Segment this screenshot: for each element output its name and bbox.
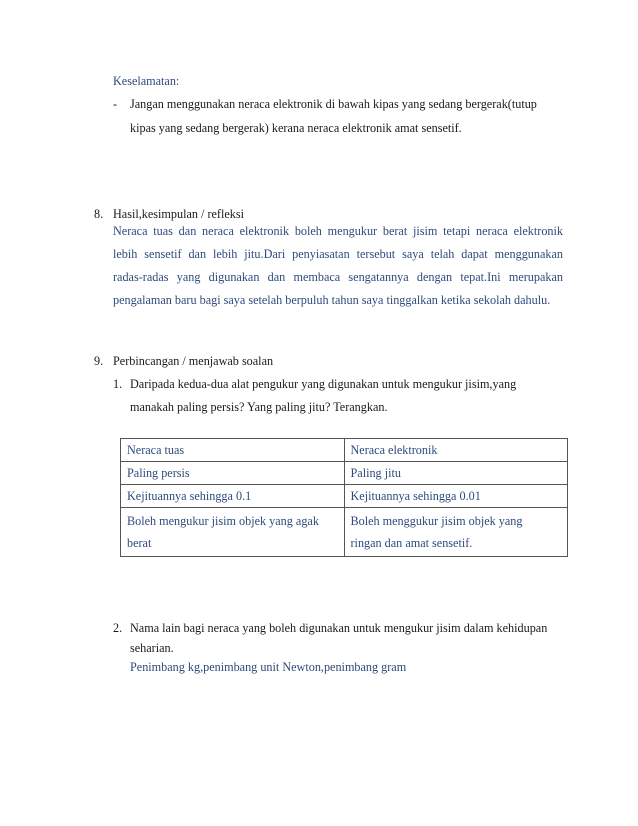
table-cell: Kejituannya sehingga 0.01 bbox=[344, 485, 568, 508]
safety-heading: Keselamatan: bbox=[113, 74, 180, 88]
table-cell-line: Boleh menggukur jisim objek yang bbox=[350, 514, 523, 528]
question-1-line-2: manakah paling persis? Yang paling jitu? Terangkan. bbox=[130, 400, 388, 414]
question-2-answer: Penimbang kg,penimbang unit Newton,penimbang gram bbox=[130, 660, 407, 674]
question-2-line-2: seharian. bbox=[130, 641, 174, 655]
table-row bbox=[121, 439, 568, 462]
table-cell bbox=[344, 508, 568, 557]
section-8-line-2: lebih sensetif dan lebih jitu.Dari penyiasatan tersebut saya telah dapat menggunakan bbox=[113, 247, 563, 261]
section-8-title: Hasil,kesimpulan / refleksi bbox=[113, 207, 244, 221]
table-cell: Paling jitu bbox=[344, 462, 568, 485]
table-row bbox=[121, 485, 568, 508]
table-cell: Neraca elektronik bbox=[344, 439, 568, 462]
table-cell-line: Boleh mengukur jisim objek yang agak bbox=[127, 514, 319, 528]
section-8-line-3: radas-radas yang digunakan dan membaca sengatannya dengan tepat.Ini merupakan bbox=[113, 270, 563, 284]
table-row bbox=[121, 462, 568, 485]
safety-line-1: Jangan menggunakan neraca elektronik di bawah kipas yang sedang bergerak(tutup bbox=[130, 97, 537, 111]
question-2-number: 2. bbox=[113, 621, 123, 635]
table-cell: Neraca tuas bbox=[121, 439, 345, 462]
section-8-line-4: pengalaman baru bagi saya setelah berpuluh tahun saya tinggalkan ketika sekolah dahulu. bbox=[113, 293, 551, 307]
safety-line-2: kipas yang sedang bergerak) kerana neraca elektronik amat sensetif. bbox=[130, 121, 462, 135]
section-8-number: 8. bbox=[94, 207, 104, 221]
section-9-title: Perbincangan / menjawab soalan bbox=[113, 354, 274, 368]
table-cell-line: ringan dan amat sensetif. bbox=[350, 536, 473, 550]
table-cell: Kejituannya sehingga 0.1 bbox=[121, 485, 345, 508]
question-1-number: 1. bbox=[113, 377, 123, 391]
section-8-line-1: Neraca tuas dan neraca elektronik boleh mengukur berat jisim tetapi neraca elektronik bbox=[113, 224, 563, 238]
question-1-line-1: Daripada kedua-dua alat pengukur yang digunakan untuk mengukur jisim,yang bbox=[130, 377, 517, 391]
table-cell: Paling persis bbox=[121, 462, 345, 485]
comparison-table bbox=[120, 438, 568, 557]
table-row bbox=[121, 508, 568, 557]
safety-bullet: - bbox=[113, 97, 118, 111]
table-cell-line: berat bbox=[127, 536, 152, 550]
table-cell bbox=[121, 508, 345, 557]
section-9-number: 9. bbox=[94, 354, 104, 368]
question-2-line-1: Nama lain bagi neraca yang boleh digunakan untuk mengukur jisim dalam kehidupan bbox=[130, 621, 548, 635]
